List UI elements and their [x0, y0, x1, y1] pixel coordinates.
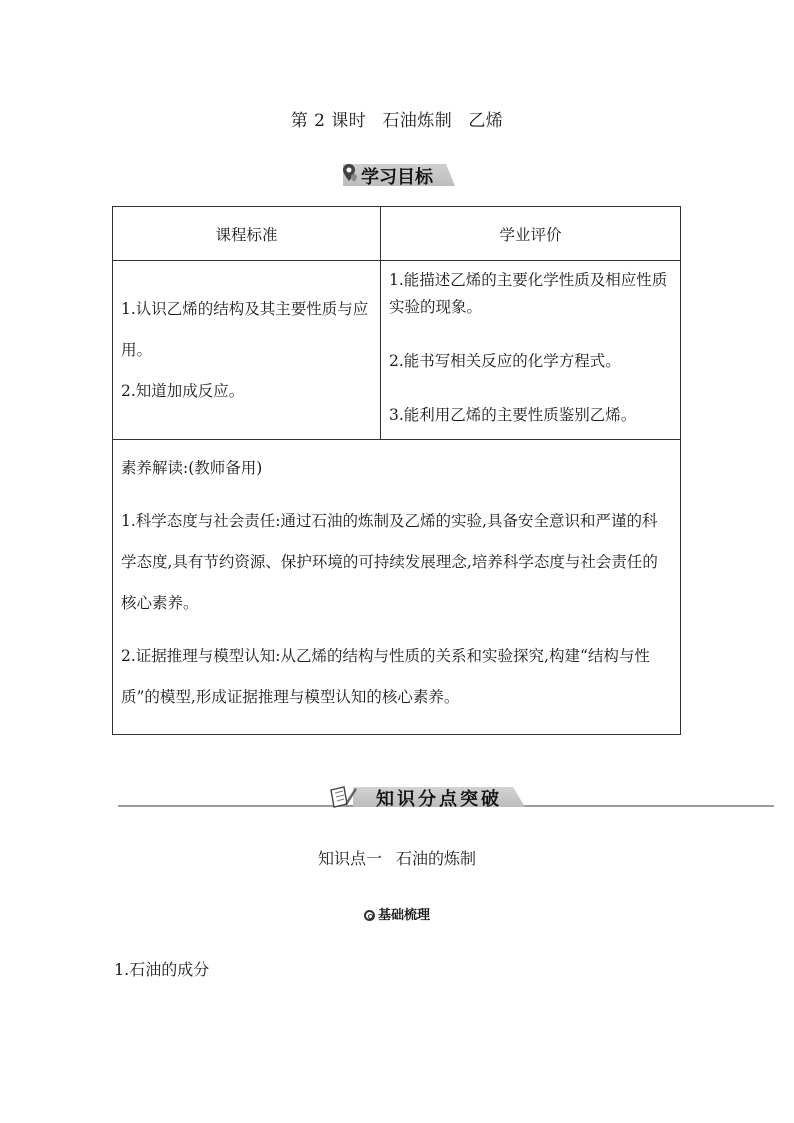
lesson-number: 第 2 课时	[290, 111, 367, 131]
section-topic: 石油的炼制	[396, 849, 477, 868]
course-standard-cell	[113, 261, 381, 440]
spiral-icon	[364, 910, 375, 921]
list-item: 1.认识乙烯的结构及其主要性质与应用。	[121, 299, 369, 359]
lesson-subtopic: 乙烯	[468, 111, 504, 131]
section-number: 知识点一	[317, 849, 382, 868]
banner-label: 学习目标	[361, 167, 433, 188]
list-item: 1.科学态度与社会责任:通过石油的炼制及乙烯的实验,具备安全意识和严谨的科学态度,具有节约资源、保护环境的可持续发展理念,培养科学态度与社会责任的核心素养。	[121, 512, 658, 612]
numbered-heading: 1.石油的成分	[114, 960, 210, 979]
list-item: 2.证据推理与模型认知:从乙烯的结构与性质的关系和实验探究,构建“结构与性质”的模型,形成证据推理与模型认知的核心素养。	[121, 647, 650, 706]
page-title	[0, 106, 794, 131]
header-course-standard: 课程标准	[113, 207, 381, 261]
list-item: 2.知道加成反应。	[121, 381, 245, 400]
table-content-row	[113, 261, 681, 440]
list-item: 1.能描述乙烯的主要化学性质及相应性质实验的现象。	[389, 271, 668, 316]
sub-heading-label: 基础梳理	[377, 908, 430, 923]
list-item: 3.能利用乙烯的主要性质鉴别乙烯。	[389, 406, 637, 424]
knowledge-points-banner	[118, 784, 774, 810]
banner-label: 知识分点突破	[376, 789, 502, 810]
header-academic-evaluation: 学业评价	[381, 207, 681, 261]
literacy-interpretation-cell	[113, 440, 681, 735]
lesson-topic: 石油炼制	[382, 111, 453, 131]
section-title	[0, 846, 794, 869]
location-pin-icon	[341, 162, 363, 184]
table-header-row	[113, 207, 681, 261]
literacy-title: 素养解读:(教师备用)	[121, 459, 263, 477]
sub-heading	[0, 904, 794, 923]
academic-evaluation-cell	[381, 261, 681, 440]
list-item: 2.能书写相关反应的化学方程式。	[389, 352, 621, 370]
table-literacy-row	[113, 440, 681, 735]
learning-goals-banner	[337, 160, 455, 186]
pencil-notebook-icon	[328, 784, 358, 808]
learning-goals-table	[112, 206, 681, 735]
